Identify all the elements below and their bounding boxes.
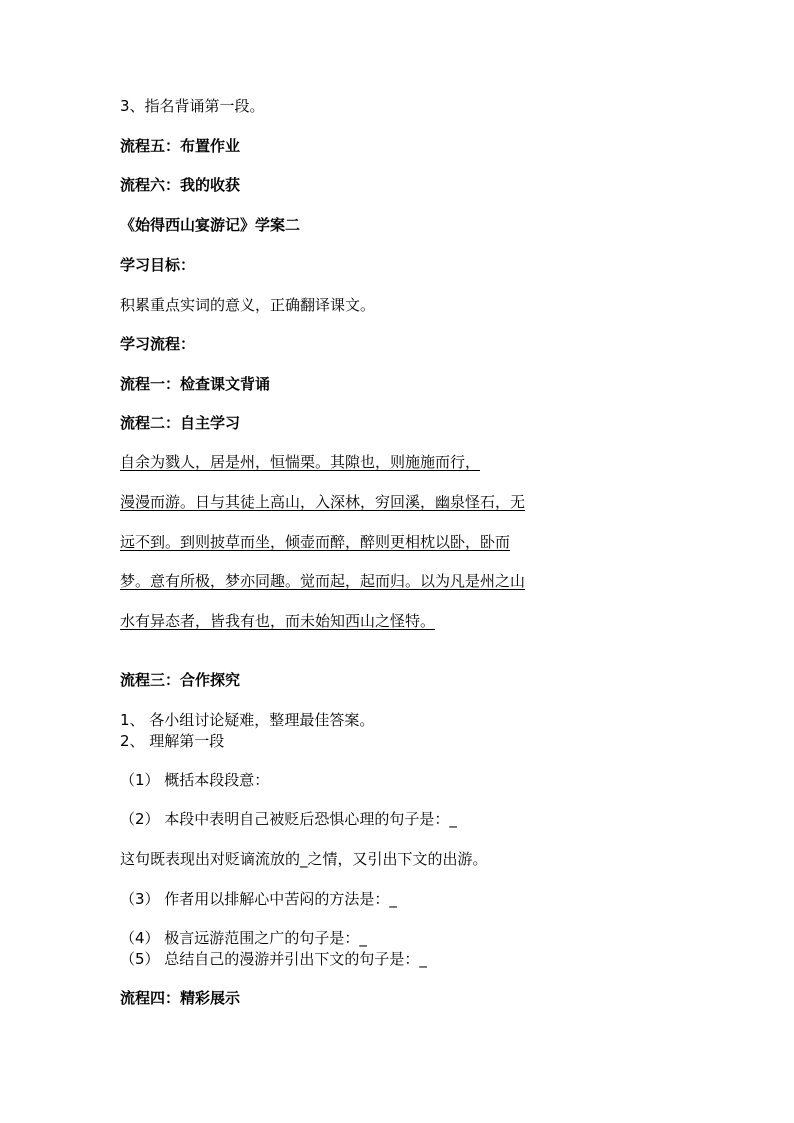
section-heading-1: 流程一：检查课文背诵 [120, 375, 271, 393]
process-heading: 学习流程： [120, 335, 196, 353]
question-item: （3） 作者用以排解心中苦闷的方法是：_ [120, 890, 397, 908]
section-heading-2: 流程二：自主学习 [120, 414, 241, 432]
step-3-text: 3、指名背诵第一段。 [120, 97, 265, 115]
section-heading-5: 流程五：布置作业 [120, 137, 241, 155]
section-heading-6: 流程六：我的收获 [120, 176, 241, 194]
question-item: （4） 极言远游范围之广的句子是：_ [120, 929, 367, 947]
list-item: 1、 各小组讨论疑难，整理最佳答案。 [120, 711, 375, 729]
question-text: 这句既表现出对贬谪流放的_之情，又引出下文的出游。 [120, 850, 488, 868]
goal-heading: 学习目标： [120, 256, 196, 274]
passage-line: 水有异态者，皆我有也，而未始知西山之怪特。 [120, 612, 436, 630]
list-item: 2、 理解第一段 [120, 732, 225, 750]
passage-line: 远不到。到则披草而坐，倾壶而醉，醉则更相枕以卧，卧而 [120, 533, 511, 551]
document-title: 《始得西山宴游记》学案二 [120, 216, 301, 234]
passage-line: 自余为戮人，居是州，恒惴栗。其隙也，则施施而行， [120, 453, 481, 471]
goal-text: 积累重点实词的意义，正确翻译课文。 [120, 296, 376, 314]
passage-line: 漫漫而游。日与其徒上高山，入深林，穷回溪，幽泉怪石，无 [120, 493, 526, 511]
question-item: （5） 总结自己的漫游并引出下文的句子是：_ [120, 950, 427, 968]
question-item: （2） 本段中表明自己被贬后恐惧心理的句子是：_ [120, 810, 457, 828]
section-heading-3: 流程三：合作探究 [120, 671, 241, 689]
section-heading-4: 流程四：精彩展示 [120, 989, 241, 1007]
question-item: （1） 概括本段段意： [120, 771, 270, 789]
passage-line: 梦。意有所极，梦亦同趣。觉而起，起而归。以为凡是州之山 [120, 572, 526, 590]
